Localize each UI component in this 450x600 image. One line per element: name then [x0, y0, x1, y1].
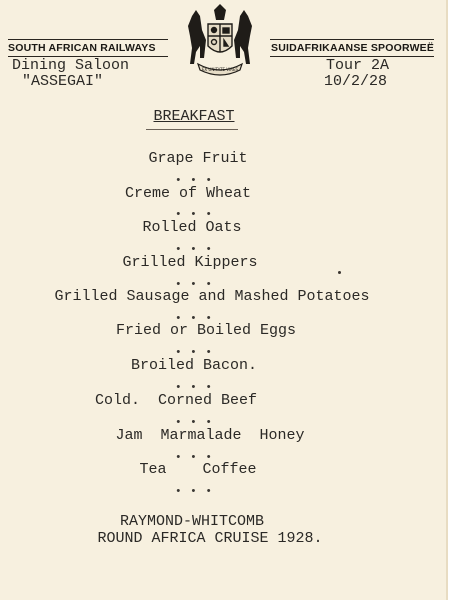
menu-separator: • • • — [174, 452, 213, 464]
title-double-underline — [146, 129, 238, 130]
menu-item-grilled-kippers: Grilled Kippers — [122, 254, 258, 271]
railway-name-afrikaans: SUIDAFRIKAANSE SPOORWEË — [271, 42, 435, 54]
menu-separator: • • • — [174, 382, 213, 394]
dining-saloon-label: Dining Saloon — [12, 57, 130, 74]
saloon-name: "ASSEGAI" — [22, 73, 104, 90]
menu-item-tea-coffee: Tea Coffee — [139, 461, 257, 478]
menu-separator: • • • — [174, 313, 213, 325]
svg-text:EX UNITATE VIRES: EX UNITATE VIRES — [201, 67, 239, 72]
header-rule-left-top — [8, 39, 168, 40]
coat-of-arms-icon — [178, 2, 262, 78]
menu-item-jam-marmalade-honey: Jam Marmalade Honey — [115, 427, 305, 444]
menu-item-rolled-oats: Rolled Oats — [142, 219, 242, 236]
menu-separator: • • • — [174, 417, 213, 429]
menu-separator: • • • — [174, 175, 213, 187]
railway-name-english: SOUTH AFRICAN RAILWAYS — [8, 42, 156, 54]
tour-label: Tour 2A — [326, 57, 390, 74]
menu-separator: • • • — [174, 347, 213, 359]
menu-date: 10/2/28 — [324, 73, 388, 90]
menu-title: BREAKFAST — [153, 108, 235, 125]
menu-item-grape-fruit: Grape Fruit — [148, 150, 248, 167]
ink-speck — [338, 271, 341, 274]
menu-separator: • • • — [174, 279, 213, 291]
menu-separator: • • • — [174, 486, 213, 498]
cruise-title: ROUND AFRICA CRUISE 1928. — [97, 530, 323, 547]
menu-item-eggs: Fried or Boiled Eggs — [115, 322, 297, 339]
menu-item-creme-of-wheat: Creme of Wheat — [124, 185, 252, 202]
menu-item-corned-beef: Cold. Corned Beef — [94, 392, 258, 409]
menu-item-grilled-sausage: Grilled Sausage and Mashed Potatoes — [54, 288, 370, 305]
cruise-operator: RAYMOND-WHITCOMB — [119, 513, 265, 530]
menu-separator: • • • — [174, 244, 213, 256]
menu-item-broiled-bacon: Broiled Bacon. — [130, 357, 258, 374]
header-rule-right-top — [270, 39, 434, 40]
menu-separator: • • • — [174, 209, 213, 221]
